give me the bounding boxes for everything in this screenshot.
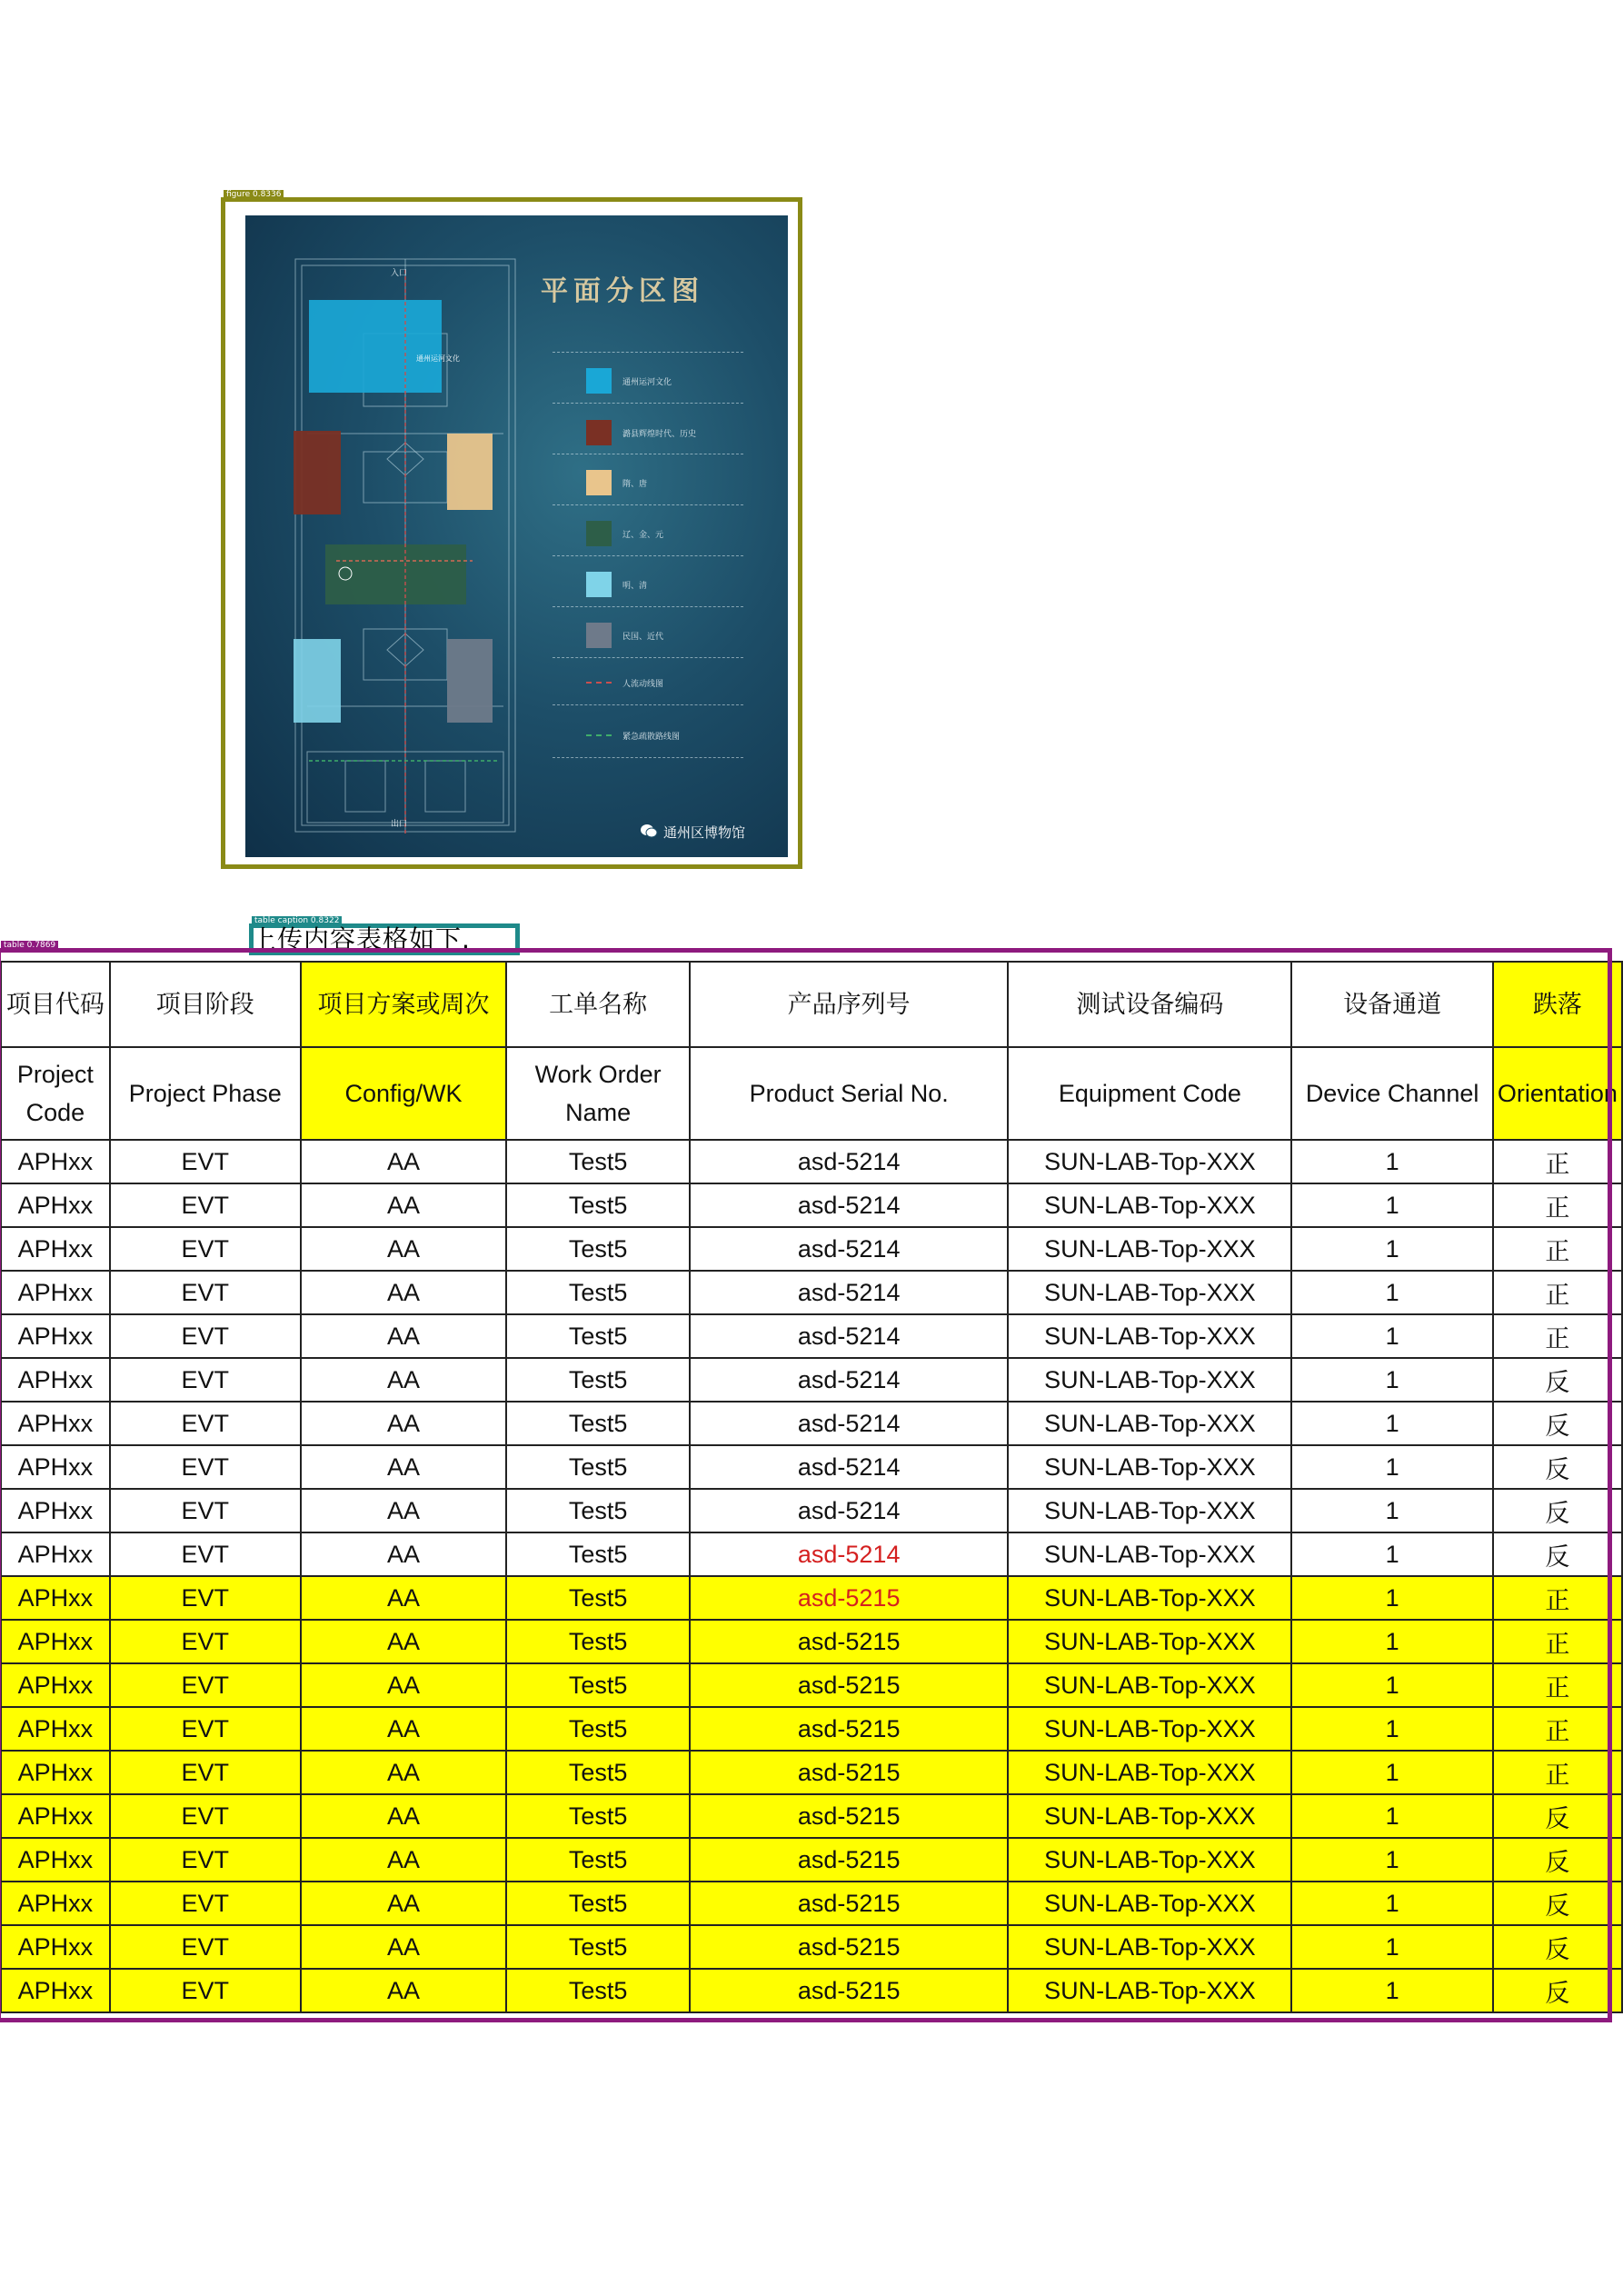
legend-swatch: [586, 572, 612, 597]
table-cell: SUN-LAB-Top-XXX: [1008, 1707, 1291, 1751]
table-cell: APHxx: [1, 1402, 110, 1445]
legend-divider: [553, 403, 743, 404]
table-cell: 正: [1493, 1663, 1622, 1707]
legend-divider: [553, 657, 743, 658]
table-cell: 正: [1493, 1271, 1622, 1314]
table-cell: Test5: [506, 1314, 690, 1358]
column-header-en: Config/WK: [301, 1047, 506, 1140]
legend-item: [586, 521, 768, 548]
column-header-en: Device Channel: [1291, 1047, 1492, 1140]
legend-divider: [553, 704, 743, 705]
table-cell: APHxx: [1, 1838, 110, 1882]
legend-text: 通州运河文化: [622, 378, 672, 387]
table-cell: APHxx: [1, 1794, 110, 1838]
column-header-cn: 项目方案或周次: [301, 962, 506, 1047]
table-cell: APHxx: [1, 1576, 110, 1620]
table-cell: 1: [1291, 1882, 1492, 1925]
zone-luxian-history: [294, 431, 341, 514]
table-cell: Test5: [506, 1969, 690, 2012]
table-cell: EVT: [110, 1576, 301, 1620]
table-cell: Test5: [506, 1489, 690, 1532]
table-cell: asd-5215: [690, 1838, 1008, 1882]
table-cell: AA: [301, 1925, 506, 1969]
table-cell: APHxx: [1, 1358, 110, 1402]
figure-detection-label: figure 0.8336: [224, 190, 284, 200]
table-cell: 1: [1291, 1445, 1492, 1489]
table-cell: SUN-LAB-Top-XXX: [1008, 1620, 1291, 1663]
table-cell: 1: [1291, 1838, 1492, 1882]
table-cell: APHxx: [1, 1663, 110, 1707]
table-cell: Test5: [506, 1620, 690, 1663]
table-cell: AA: [301, 1314, 506, 1358]
table-cell: asd-5215: [690, 1620, 1008, 1663]
legend-divider: [553, 757, 743, 758]
legend-text: 隋、唐: [622, 480, 648, 489]
table-cell: AA: [301, 1402, 506, 1445]
column-header-cn: 测试设备编码: [1008, 962, 1291, 1047]
column-header-cn: 工单名称: [506, 962, 690, 1047]
table-cell: asd-5214: [690, 1445, 1008, 1489]
table-cell: AA: [301, 1751, 506, 1794]
table-cell: EVT: [110, 1489, 301, 1532]
legend-route-item: [586, 670, 768, 697]
table-cell: APHxx: [1, 1183, 110, 1227]
table-cell: EVT: [110, 1663, 301, 1707]
table-cell: asd-5214: [690, 1358, 1008, 1402]
table-cell: EVT: [110, 1794, 301, 1838]
table-cell: 反: [1493, 1358, 1622, 1402]
table-cell: 正: [1493, 1140, 1622, 1183]
table-cell: asd-5214: [690, 1532, 1008, 1576]
table-cell: Test5: [506, 1576, 690, 1620]
table-cell: 正: [1493, 1751, 1622, 1794]
legend-swatch: [586, 521, 612, 546]
column-header-cn: 跌落: [1493, 962, 1622, 1047]
table-cell: asd-5214: [690, 1402, 1008, 1445]
table-cell: AA: [301, 1183, 506, 1227]
table-cell: EVT: [110, 1925, 301, 1969]
table-cell: EVT: [110, 1358, 301, 1402]
table-cell: 1: [1291, 1576, 1492, 1620]
table-cell: AA: [301, 1620, 506, 1663]
column-header-en: Product Serial No.: [690, 1047, 1008, 1140]
table-cell: EVT: [110, 1227, 301, 1271]
table-cell: Test5: [506, 1882, 690, 1925]
table-cell: 反: [1493, 1489, 1622, 1532]
table-cell: SUN-LAB-Top-XXX: [1008, 1358, 1291, 1402]
table-cell: Test5: [506, 1271, 690, 1314]
legend-swatch: [586, 420, 612, 445]
table-cell: AA: [301, 1576, 506, 1620]
table-cell: AA: [301, 1140, 506, 1183]
table-cell: AA: [301, 1969, 506, 2012]
table-cell: asd-5215: [690, 1751, 1008, 1794]
table-cell: APHxx: [1, 1969, 110, 2012]
table-cell: 正: [1493, 1183, 1622, 1227]
table-cell: 正: [1493, 1576, 1622, 1620]
legend-divider: [553, 555, 743, 556]
table-cell: 反: [1493, 1794, 1622, 1838]
table-cell: AA: [301, 1882, 506, 1925]
table-cell: 正: [1493, 1707, 1622, 1751]
table-cell: APHxx: [1, 1751, 110, 1794]
table-cell: 1: [1291, 1183, 1492, 1227]
legend-item: [586, 470, 768, 497]
table-cell: 1: [1291, 1271, 1492, 1314]
table-cell: SUN-LAB-Top-XXX: [1008, 1532, 1291, 1576]
table-cell: Test5: [506, 1358, 690, 1402]
table-cell: asd-5215: [690, 1882, 1008, 1925]
zone-liao-jin-yuan: [325, 544, 466, 604]
legend-route-line: [586, 734, 612, 736]
table-cell: Test5: [506, 1227, 690, 1271]
table-cell: asd-5214: [690, 1271, 1008, 1314]
table-cell: SUN-LAB-Top-XXX: [1008, 1314, 1291, 1358]
legend-divider: [553, 504, 743, 505]
column-header-en: Equipment Code: [1008, 1047, 1291, 1140]
table-cell: Test5: [506, 1402, 690, 1445]
table-cell: 正: [1493, 1227, 1622, 1271]
table-cell: AA: [301, 1838, 506, 1882]
wechat-icon: [640, 824, 658, 838]
table-cell: asd-5214: [690, 1489, 1008, 1532]
table-cell: Test5: [506, 1751, 690, 1794]
table-cell: APHxx: [1, 1227, 110, 1271]
table-cell: SUN-LAB-Top-XXX: [1008, 1925, 1291, 1969]
legend-swatch: [586, 368, 612, 394]
table-cell: Test5: [506, 1663, 690, 1707]
table-cell: 1: [1291, 1227, 1492, 1271]
legend-text: 辽、金、元: [622, 531, 664, 540]
table-cell: AA: [301, 1707, 506, 1751]
legend-swatch: [586, 470, 612, 495]
table-cell: EVT: [110, 1707, 301, 1751]
table-cell: SUN-LAB-Top-XXX: [1008, 1838, 1291, 1882]
table-cell: Test5: [506, 1794, 690, 1838]
column-header-cn: 项目阶段: [110, 962, 301, 1047]
table-cell: SUN-LAB-Top-XXX: [1008, 1183, 1291, 1227]
table-cell: 反: [1493, 1445, 1622, 1489]
table-cell: 1: [1291, 1402, 1492, 1445]
table-cell: 1: [1291, 1489, 1492, 1532]
table-cell: AA: [301, 1271, 506, 1314]
table-cell: EVT: [110, 1314, 301, 1358]
legend-item: [586, 572, 768, 599]
table-cell: 1: [1291, 1140, 1492, 1183]
table-cell: asd-5215: [690, 1969, 1008, 2012]
table-cell: APHxx: [1, 1140, 110, 1183]
column-header-cn: 产品序列号: [690, 962, 1008, 1047]
table-cell: APHxx: [1, 1489, 110, 1532]
table-cell: asd-5215: [690, 1925, 1008, 1969]
table-cell: Test5: [506, 1183, 690, 1227]
table-cell: AA: [301, 1358, 506, 1402]
table-cell: asd-5214: [690, 1314, 1008, 1358]
table-detection-box: [0, 941, 1612, 2022]
legend-divider: [553, 352, 743, 353]
table-cell: 1: [1291, 1707, 1492, 1751]
table-cell: 正: [1493, 1620, 1622, 1663]
watermark-text: 通州区博物馆: [663, 824, 746, 841]
legend-text: 明、清: [622, 582, 648, 591]
table-cell: Test5: [506, 1140, 690, 1183]
table-cell: SUN-LAB-Top-XXX: [1008, 1445, 1291, 1489]
table-cell: 1: [1291, 1969, 1492, 2012]
table-cell: AA: [301, 1489, 506, 1532]
table-cell: 1: [1291, 1620, 1492, 1663]
table-cell: SUN-LAB-Top-XXX: [1008, 1402, 1291, 1445]
table-cell: Test5: [506, 1838, 690, 1882]
entrance-label: 入口: [391, 269, 408, 278]
legend-item: [586, 623, 768, 650]
table-cell: SUN-LAB-Top-XXX: [1008, 1751, 1291, 1794]
column-header-en: Project Code: [1, 1047, 110, 1140]
table-cell: 1: [1291, 1794, 1492, 1838]
hall-label: 通州运河文化: [416, 354, 460, 363]
table-cell: EVT: [110, 1882, 301, 1925]
table-cell: SUN-LAB-Top-XXX: [1008, 1227, 1291, 1271]
table-cell: EVT: [110, 1271, 301, 1314]
table-cell: asd-5215: [690, 1794, 1008, 1838]
table-cell: EVT: [110, 1402, 301, 1445]
legend-route-item: [586, 723, 768, 750]
table-cell: 1: [1291, 1358, 1492, 1402]
table-cell: Test5: [506, 1532, 690, 1576]
table-caption: 上传内容表格如下.: [251, 924, 471, 954]
table-cell: SUN-LAB-Top-XXX: [1008, 1794, 1291, 1838]
table-cell: asd-5214: [690, 1183, 1008, 1227]
legend-swatch: [586, 623, 612, 648]
table-detection-label: table 0.7869: [1, 941, 58, 951]
table-cell: 正: [1493, 1314, 1622, 1358]
zone-modern: [447, 639, 493, 723]
table-cell: 反: [1493, 1838, 1622, 1882]
table-cell: EVT: [110, 1183, 301, 1227]
table-cell: 1: [1291, 1663, 1492, 1707]
table-cell: 反: [1493, 1969, 1622, 2012]
exit-label: 出口: [391, 820, 408, 829]
table-cell: asd-5214: [690, 1140, 1008, 1183]
table-cell: APHxx: [1, 1882, 110, 1925]
table-cell: 反: [1493, 1925, 1622, 1969]
table-cell: EVT: [110, 1969, 301, 2012]
table-cell: EVT: [110, 1838, 301, 1882]
table-cell: 反: [1493, 1882, 1622, 1925]
legend-text: 人流动线图: [622, 680, 664, 689]
table-cell: EVT: [110, 1140, 301, 1183]
table-cell: Test5: [506, 1707, 690, 1751]
table-cell: AA: [301, 1445, 506, 1489]
table-cell: asd-5215: [690, 1576, 1008, 1620]
column-header-en: Work Order Name: [506, 1047, 690, 1140]
table-cell: APHxx: [1, 1314, 110, 1358]
table-cell: AA: [301, 1227, 506, 1271]
table-cell: APHxx: [1, 1532, 110, 1576]
table-cell: Test5: [506, 1925, 690, 1969]
table-cell: SUN-LAB-Top-XXX: [1008, 1969, 1291, 2012]
table-cell: 1: [1291, 1532, 1492, 1576]
legend-text: 紧急疏散路线图: [622, 733, 681, 742]
table-cell: SUN-LAB-Top-XXX: [1008, 1489, 1291, 1532]
table-cell: asd-5215: [690, 1663, 1008, 1707]
table-cell: APHxx: [1, 1445, 110, 1489]
zone-canal-culture: [309, 300, 442, 393]
floor-plan-figure: [245, 215, 788, 857]
legend-item: [586, 368, 768, 395]
table-cell: AA: [301, 1532, 506, 1576]
table-cell: 反: [1493, 1402, 1622, 1445]
column-header-en: Project Phase: [110, 1047, 301, 1140]
table-cell: EVT: [110, 1532, 301, 1576]
table-cell: SUN-LAB-Top-XXX: [1008, 1882, 1291, 1925]
watermark: [663, 823, 745, 842]
table-cell: SUN-LAB-Top-XXX: [1008, 1271, 1291, 1314]
column-header-cn: 项目代码: [1, 962, 110, 1047]
table-cell: EVT: [110, 1751, 301, 1794]
table-cell: AA: [301, 1663, 506, 1707]
table-cell: asd-5214: [690, 1227, 1008, 1271]
caption-detection-label: table caption 0.8322: [252, 916, 342, 926]
column-header-en: Orientation: [1493, 1047, 1622, 1140]
legend-route-line: [586, 682, 612, 684]
zone-ming-qing: [294, 639, 341, 723]
table-cell: APHxx: [1, 1620, 110, 1663]
column-header-cn: 设备通道: [1291, 962, 1492, 1047]
table-cell: 反: [1493, 1532, 1622, 1576]
table-cell: 1: [1291, 1925, 1492, 1969]
table-cell: APHxx: [1, 1925, 110, 1969]
zone-sui-tang: [447, 434, 493, 510]
table-cell: Test5: [506, 1445, 690, 1489]
table-cell: SUN-LAB-Top-XXX: [1008, 1663, 1291, 1707]
table-cell: AA: [301, 1794, 506, 1838]
table-cell: asd-5215: [690, 1707, 1008, 1751]
table-cell: SUN-LAB-Top-XXX: [1008, 1576, 1291, 1620]
table-cell: 1: [1291, 1751, 1492, 1794]
legend-item: [586, 420, 768, 447]
legend-text: 民国、近代: [622, 633, 664, 642]
table-cell: SUN-LAB-Top-XXX: [1008, 1140, 1291, 1183]
table-cell: EVT: [110, 1445, 301, 1489]
table-cell: APHxx: [1, 1707, 110, 1751]
table-cell: APHxx: [1, 1271, 110, 1314]
table-cell: 1: [1291, 1314, 1492, 1358]
plan-title: 平面分区图: [541, 275, 704, 307]
legend-divider: [553, 606, 743, 607]
table-cell: EVT: [110, 1620, 301, 1663]
legend-text: 潞县辉煌时代、历史: [622, 430, 697, 439]
